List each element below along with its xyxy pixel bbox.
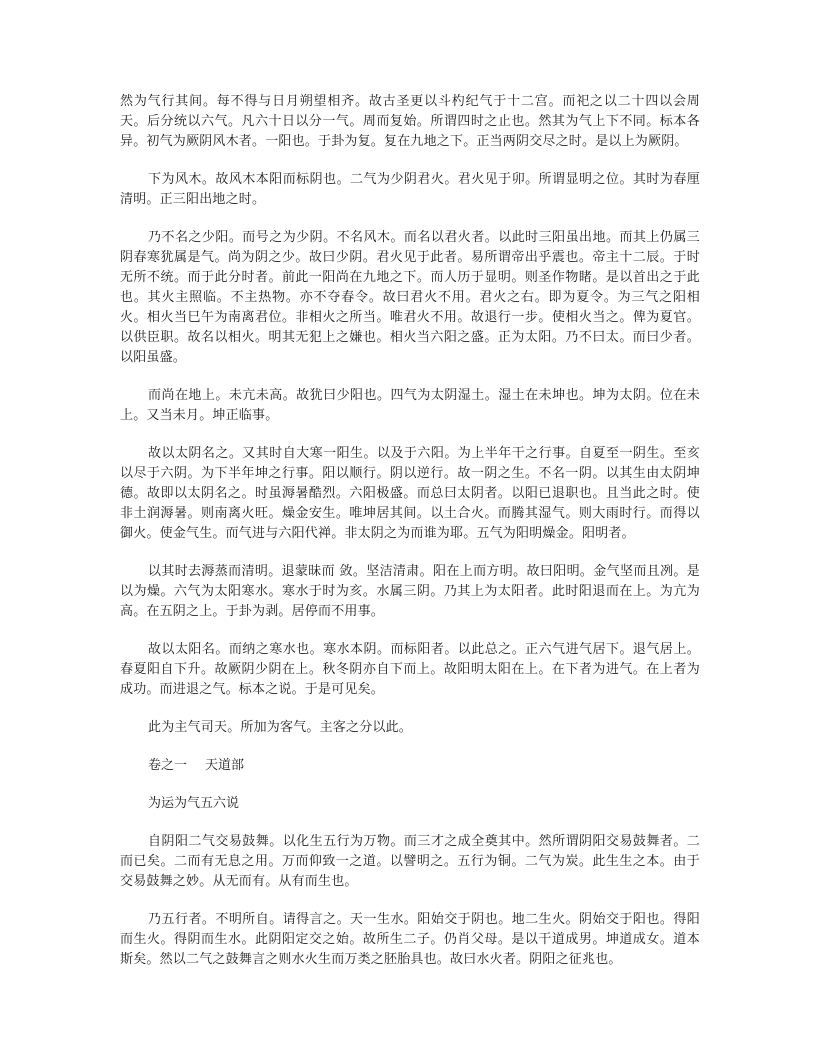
paragraph-2: 下为风木。故风木本阳而标阴也。二气为少阴君火。君火见于卯。所谓显明之位。其时为春厘清明。正三阳出地之时。 [120,172,700,207]
paragraph-10: 乃五行者。不明所自。请得言之。天一生水。阳始交于阴也。地二生火。阴始交于阳也。得阳而生火。得阴而生水。此阴阳定交之始。故所生二子。仍肖父母。是以干道成男。坤道成女。道本斯矣。然以二气之鼓舞言之则水火生而万类之胚胎具也。故曰水火者。阴阳之征兆也。 [120,912,700,967]
paragraph-8: 此为主气司天。所加为客气。主客之分以此。 [148,720,413,735]
part-label: 天道部 [205,758,245,773]
volume-label: 卷之一 [148,758,188,773]
paragraph-3: 乃不名之少阳。而号之为少阴。不名风木。而名以君火者。以此时三阳虽出地。而其上仍属三阴春寒犹属是气。尚为阴之少。故曰少阴。君火见于此者。易所谓帝出乎震也。帝主十二辰。于时无所不统。而于此分时者。前此一阳尚在九地之下。而人历于显明。则圣作物睹。是以首出之于此也。其火主照临。不主热物。亦不夺春令。故曰君火不用。君火之右。即为夏令。为三气之阳相火。相火当巳午为南离君位。非相火之所当。唯君火不用。故退行一步。使相火当之。俾为夏官。以供臣职。故名以相火。明其无犯上之嫌也。相火当六阳之盛。正为太阳。乃不曰太。而曰少者。以阳虽盛。 [120,230,700,365]
paragraph-4: 而尚在地上。未亢未高。故犹曰少阳也。四气为太阴湿土。湿土在未坤也。坤为太阴。位在未上。又当未月。坤正临事。 [120,388,700,423]
paragraph-6: 以其时去溽蒸而清明。退蒙昧而 敛。坚洁清肃。阳在上而方明。故曰阳明。金气坚而且冽。是以为燥。六气为太阳寒水。寒水于时为亥。水属三阴。乃其上为太阳者。此时阳退而在上。为亢为高。在五阴之上。于卦为剥。居停而不用事。 [120,564,700,619]
volume-heading [120,756,700,776]
paragraph-5: 故以太阴名之。又其时自大寒一阳生。以及于六阳。为上半年干之行事。自夏至一阴生。至亥以尽于六阴。为下半年坤之行事。阳以顺行。阴以逆行。故一阴之生。不名一阴。以其生由太阴坤德。故即以太阴名之。时虽溽暑酷烈。六阳极盛。而总曰太阴者。以阳已退职也。且当此之时。使非土润溽暑。则南离火旺。燥金安生。唯坤居其间。以土合火。而腾其湿气。则大雨时行。而得以御火。使金气生。而气进与六阳代禅。非太阴之为而谁为耶。五气为阳明燥金。阳明者。 [120,446,700,541]
paragraph-7: 故以太阳名。而纳之寒水也。寒水本阴。而标阳者。以此总之。正六气进气居下。退气居上。春夏阳自下升。故厥阴少阴在上。秋冬阴亦自下而上。故阳明太阳在上。在下者为进气。在上者为成功。而进退之气。标本之说。于是可见矣。 [120,642,700,697]
section-title: 为运为气五六说 [148,796,240,811]
document-page [120,92,700,988]
paragraph-9: 自阴阳二气交易鼓舞。以化生五行为万物。而三才之成全奠其中。然所谓阴阳交易鼓舞者。二而已矣。二而有无息之用。万而仰致一之道。以譬明之。五行为铜。二气为炭。此生生之本。由于交易鼓舞之妙。从无而有。从有而生也。 [120,834,700,889]
paragraph-1: 然为气行其间。每不得与日月朔望相齐。故古圣更以斗杓纪气于十二宫。而祀之以二十四以会周天。后分统以六气。凡六十日以分一气。周而复始。所谓四时之止也。然其为气上下不同。标本各异。初气为厥阴风木者。一阳也。于卦为复。复在九地之下。正当两阴交尽之时。是以上为厥阴。 [120,94,700,149]
